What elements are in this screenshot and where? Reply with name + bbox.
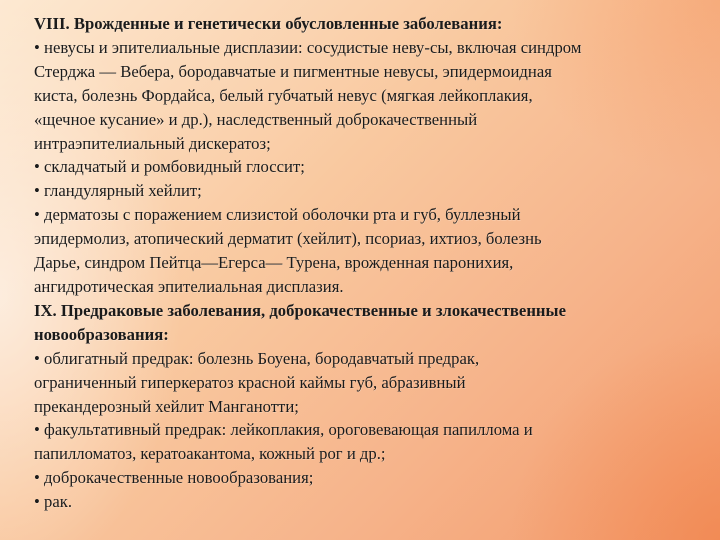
section-9-line: • облигатный предрак: болезнь Боуена, бородавчатый предрак, <box>34 348 480 368</box>
section-8-line: • складчатый и ромбовидный глоссит; <box>34 157 305 177</box>
section-8-heading: VIII. Врожденные и генетически обусловленные заболевания: <box>34 14 503 33</box>
section-8-line: ангидротическая эпителиальная дисплазия. <box>34 276 344 296</box>
section-9-heading: IX. Предраковые заболевания, доброкачественные и злокачественные <box>34 300 566 320</box>
section-8-line: • невусы и эпителиальные дисплазии: сосудистые неву-сы, включая синдром <box>34 37 582 57</box>
section-8-line: • дерматозы с поражением слизистой оболочки рта и губ, буллезный <box>34 205 521 225</box>
section-9-line: ограниченный гиперкератоз красной каймы губ, абразивный <box>34 372 466 392</box>
section-9-heading: новообразования: <box>34 324 169 344</box>
section-8-line: киста, болезнь Фордайса, белый губчатый невус (мягкая лейкоплакия, <box>34 85 533 105</box>
section-9-line: папилломатоз, кератоакантома, кожный рог и др.; <box>34 444 386 464</box>
section-9-line: • доброкачественные новообразования; <box>34 468 314 488</box>
section-9-line: • рак. <box>34 492 73 512</box>
section-9-line: прекандерозный хейлит Манганотти; <box>34 396 299 416</box>
section-8-line: Дарье, синдром Пейтца—Егерса— Турена, врожденная паронихия, <box>34 253 514 273</box>
section-8-line: эпидермолиз, атопический дерматит (хейлит), псориаз, ихтиоз, болезнь <box>34 229 542 249</box>
section-8-line: • гландулярный хейлит; <box>34 181 202 201</box>
section-9-line: • факультативный предрак: лейкоплакия, ороговевающая папиллома и <box>34 420 533 440</box>
section-8-line: интраэпителиальный дискератоз; <box>34 133 271 153</box>
section-8-line: Стерджа — Вебера, бородавчатые и пигментные невусы, эпидермоидная <box>34 61 552 81</box>
slide-text <box>34 12 694 514</box>
section-8-line: «щечное кусание» и др.), наследственный доброкачественный <box>34 109 478 129</box>
